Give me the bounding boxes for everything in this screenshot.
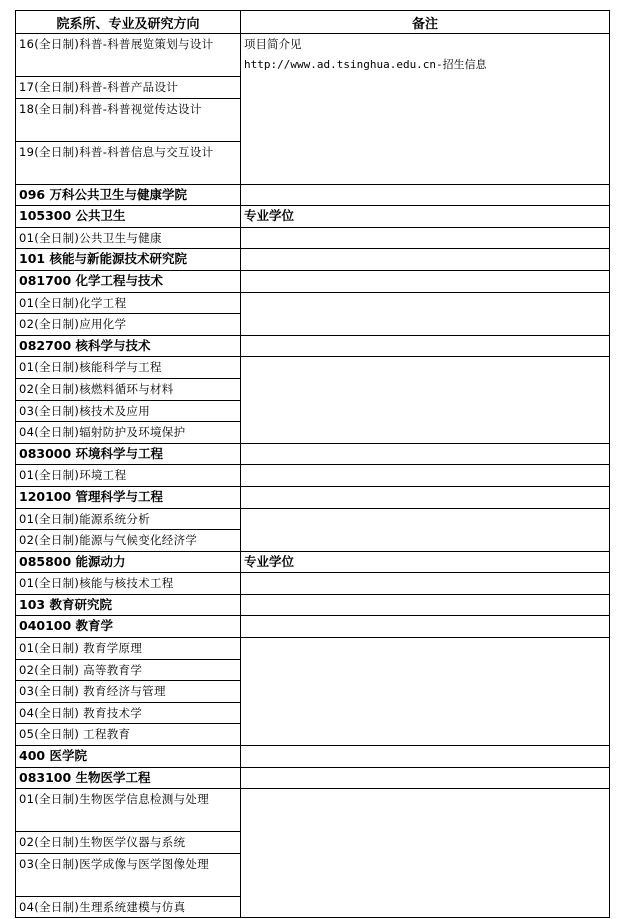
remarks-cell xyxy=(241,486,610,508)
header-row xyxy=(16,11,610,34)
department-cell: 096 万科公共卫生与健康学院 xyxy=(16,184,241,206)
direction-cell: 04(全日制)辐射防护及环境保护 xyxy=(16,422,241,444)
table-row xyxy=(16,206,610,228)
direction-cell: 02(全日制)核燃料循环与材料 xyxy=(16,378,241,400)
remarks-cell xyxy=(241,335,610,357)
major-cell: 082700 核科学与技术 xyxy=(16,335,241,357)
direction-cell: 02(全日制)生物医学仪器与系统 xyxy=(16,832,241,854)
direction-cell: 04(全日制)生理系统建模与仿真 xyxy=(16,896,241,918)
table-row xyxy=(16,34,610,77)
direction-cell: 02(全日制) 高等教育学 xyxy=(16,659,241,681)
direction-cell: 01(全日制)核能科学与工程 xyxy=(16,357,241,379)
department-cell: 103 教育研究院 xyxy=(16,594,241,616)
table-row xyxy=(16,767,610,789)
remarks-cell xyxy=(241,767,610,789)
remarks-cell xyxy=(241,465,610,487)
department-cell: 101 核能与新能源技术研究院 xyxy=(16,249,241,271)
direction-cell: 01(全日制)公共卫生与健康 xyxy=(16,227,241,249)
remarks-cell xyxy=(241,638,610,746)
remarks-cell xyxy=(241,292,610,335)
table-row xyxy=(16,638,610,660)
direction-cell: 02(全日制)应用化学 xyxy=(16,314,241,336)
remarks-cell xyxy=(241,270,610,292)
table-row xyxy=(16,616,610,638)
table-row xyxy=(16,270,610,292)
table-row xyxy=(16,573,610,595)
direction-cell: 02(全日制)能源与气候变化经济学 xyxy=(16,530,241,552)
direction-cell: 05(全日制) 工程教育 xyxy=(16,724,241,746)
table-row xyxy=(16,292,610,314)
remarks-cell xyxy=(241,508,610,551)
direction-cell: 01(全日制)环境工程 xyxy=(16,465,241,487)
major-cell: 120100 管理科学与工程 xyxy=(16,486,241,508)
direction-cell: 01(全日制) 教育学原理 xyxy=(16,638,241,660)
table-row xyxy=(16,357,610,379)
direction-cell: 17(全日制)科普-科普产品设计 xyxy=(16,77,241,99)
remarks-cell xyxy=(241,573,610,595)
table-row xyxy=(16,184,610,206)
table-row xyxy=(16,594,610,616)
remarks-cell xyxy=(241,746,610,768)
direction-cell: 16(全日制)科普-科普展览策划与设计 xyxy=(16,34,241,77)
remarks-cell xyxy=(241,789,610,918)
direction-cell: 01(全日制)能源系统分析 xyxy=(16,508,241,530)
direction-cell: 03(全日制) 教育经济与管理 xyxy=(16,681,241,703)
remarks-cell xyxy=(241,249,610,271)
table-row xyxy=(16,465,610,487)
direction-cell: 03(全日制)医学成像与医学图像处理 xyxy=(16,853,241,896)
major-cell: 083100 生物医学工程 xyxy=(16,767,241,789)
remarks-cell xyxy=(241,443,610,465)
remarks-cell xyxy=(241,184,610,206)
table-row xyxy=(16,508,610,530)
direction-cell: 18(全日制)科普-科普视觉传达设计 xyxy=(16,98,241,141)
table-row xyxy=(16,335,610,357)
direction-cell: 19(全日制)科普-科普信息与交互设计 xyxy=(16,141,241,184)
header-department: 院系所、专业及研究方向 xyxy=(16,11,241,34)
direction-cell: 01(全日制)生物医学信息检测与处理 xyxy=(16,789,241,832)
direction-cell: 01(全日制)核能与核技术工程 xyxy=(16,573,241,595)
remarks-cell: 专业学位 xyxy=(241,206,610,228)
remarks-cell xyxy=(241,357,610,443)
table-row xyxy=(16,551,610,573)
header-remarks: 备注 xyxy=(241,11,610,34)
table-row xyxy=(16,443,610,465)
table-row xyxy=(16,486,610,508)
table-row xyxy=(16,249,610,271)
note-url: http://www.ad.tsinghua.edu.cn-招生信息 xyxy=(244,57,487,71)
direction-cell: 03(全日制)核技术及应用 xyxy=(16,400,241,422)
table-row xyxy=(16,789,610,832)
major-cell: 081700 化学工程与技术 xyxy=(16,270,241,292)
major-cell: 040100 教育学 xyxy=(16,616,241,638)
table-row xyxy=(16,746,610,768)
direction-cell: 04(全日制) 教育技术学 xyxy=(16,702,241,724)
major-cell: 085800 能源动力 xyxy=(16,551,241,573)
direction-cell: 01(全日制)化学工程 xyxy=(16,292,241,314)
department-cell: 400 医学院 xyxy=(16,746,241,768)
admissions-catalog-page xyxy=(15,10,609,918)
remarks-cell xyxy=(241,227,610,249)
major-cell: 105300 公共卫生 xyxy=(16,206,241,228)
major-cell: 083000 环境科学与工程 xyxy=(16,443,241,465)
program-table xyxy=(15,10,610,918)
remarks-cell: 专业学位 xyxy=(241,551,610,573)
remarks-cell xyxy=(241,616,610,638)
note-intro: 项目简介见 xyxy=(244,37,302,51)
remarks-cell xyxy=(241,34,610,185)
remarks-cell xyxy=(241,594,610,616)
table-row xyxy=(16,227,610,249)
